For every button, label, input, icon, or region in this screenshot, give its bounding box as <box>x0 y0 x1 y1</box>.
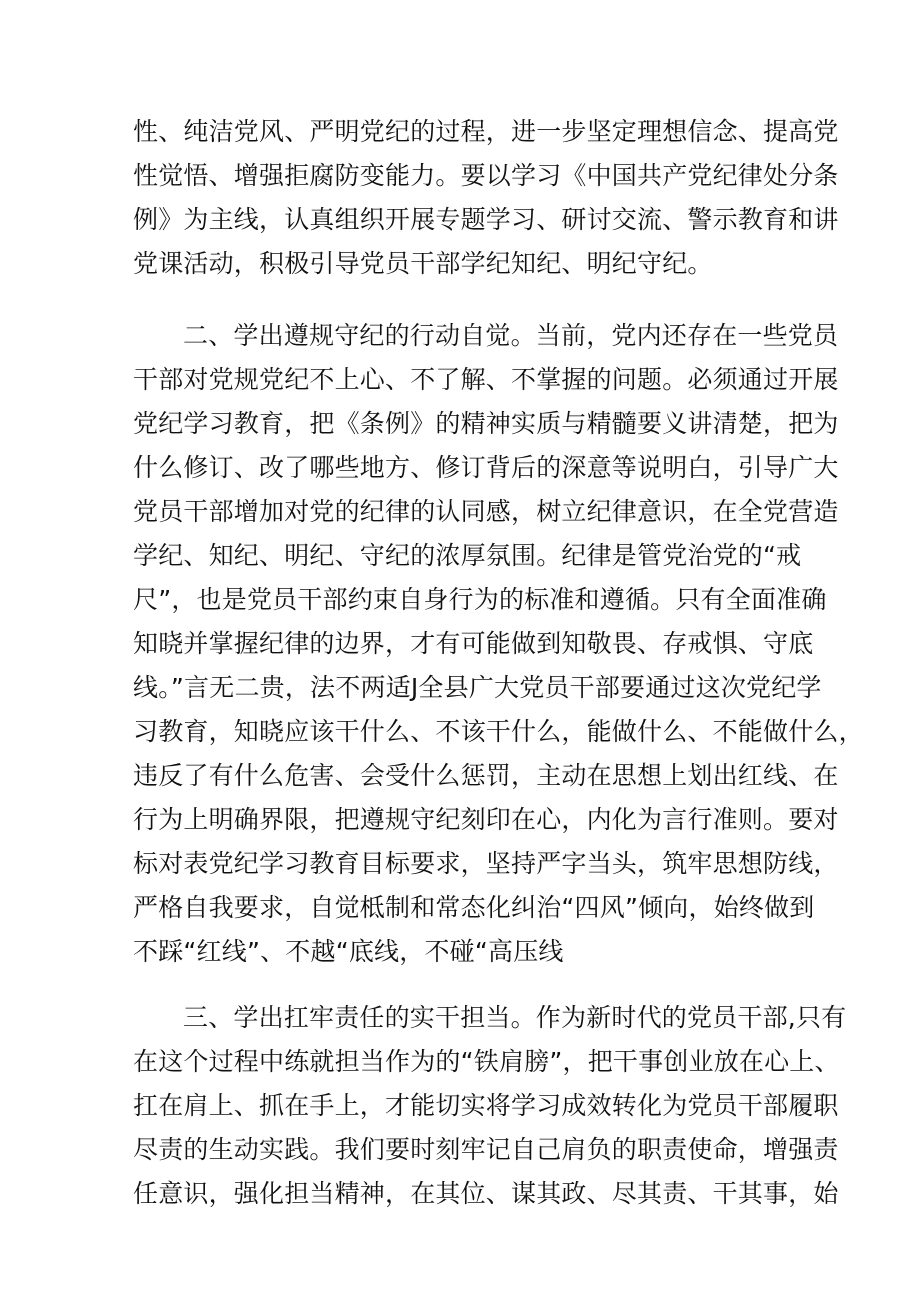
paragraph-2-line-2: 干部对党规党纪不上心、不了解、不掌握的问题。必须通过开展 <box>133 365 839 394</box>
paragraph-2-line-5: 党员干部增加对党的纪律的认同感，树立纪律意识，在全党营造 <box>133 497 839 526</box>
paragraph-2-line-10: 习教育，知晓应该干什么、不该干什么，能做什么、不能做什么， <box>133 717 864 746</box>
paragraph-2-line-8: 知晓并掌握纪律的边界，才有可能做到知敬畏、存戒惧、守底 <box>133 629 814 658</box>
paragraph-1-line-1: 性、纯洁党风、严明党纪的过程，进一步坚定理想信念、提高党 <box>133 117 839 146</box>
paragraph-2-line-12: 行为上明确界限，把遵规守纪刻印在心，内化为言行准则。要对 <box>133 805 839 834</box>
paragraph-3-line-1: 三、学出扛牢责任的实干担当。作为新时代的党员干部,只有 <box>183 1003 847 1032</box>
paragraph-1-line-3: 例》为主线，认真组织开展专题学习、研讨交流、警示教育和讲 <box>133 205 839 234</box>
paragraph-3-line-4: 尽责的生动实践。我们要时刻牢记自己肩负的职责使命，增强责 <box>133 1135 839 1164</box>
paragraph-3-line-5: 任意识，强化担当精神，在其位、谋其政、尽其责、干其事，始 <box>133 1179 839 1208</box>
paragraph-2-line-3: 党纪学习教育，把《条例》的精神实质与精髓要义讲清楚，把为 <box>133 409 839 438</box>
paragraph-2-line-13: 标对表党纪学习教育目标要求，坚持严字当头，筑牢思想防线， <box>133 849 839 878</box>
paragraph-2-line-14: 严格自我要求，自觉柢制和常态化纠治“四风”倾向，始终做到 <box>133 893 815 922</box>
paragraph-3-line-3: 扛在肩上、抓在手上，才能切实将学习成效转化为党员干部履职 <box>133 1091 839 1120</box>
paragraph-2-line-6: 学纪、知纪、明纪、守纪的浓厚氛围。纪律是管党治党的“戒 <box>133 541 802 570</box>
paragraph-2-line-9: 线。”言无二贵，法不两适J全县广大党员干部要通过这次党纪学 <box>133 673 822 702</box>
paragraph-1-line-2: 性觉悟、增强拒腐防变能力。要以学习《中国共产党纪律处分条 <box>133 161 839 190</box>
paragraph-1-line-4: 党课活动，积极引导党员干部学纪知纪、明纪守纪。 <box>133 249 713 278</box>
paragraph-3-line-2: 在这个过程中练就担当作为的“铁肩膀”，把干事创业放在心上、 <box>133 1047 840 1076</box>
paragraph-2-line-1: 二、学出遵规守纪的行动自觉。当前，党内还存在一些党员 <box>183 321 839 350</box>
paragraph-2-line-4: 什么修订、改了哪些地方、修订背后的深意等说明白，引导广大 <box>133 453 839 482</box>
paragraph-2-line-7: 尺”，也是党员干部约束自身行为的标准和遵循。只有全面准确 <box>133 585 827 614</box>
paragraph-2-line-11: 违反了有什么危害、会受什么惩罚，主动在思想上划出红线、在 <box>133 761 839 790</box>
paragraph-2-line-15: 不踩“红线”、不越“底线，不碰“高压线 <box>133 937 564 966</box>
